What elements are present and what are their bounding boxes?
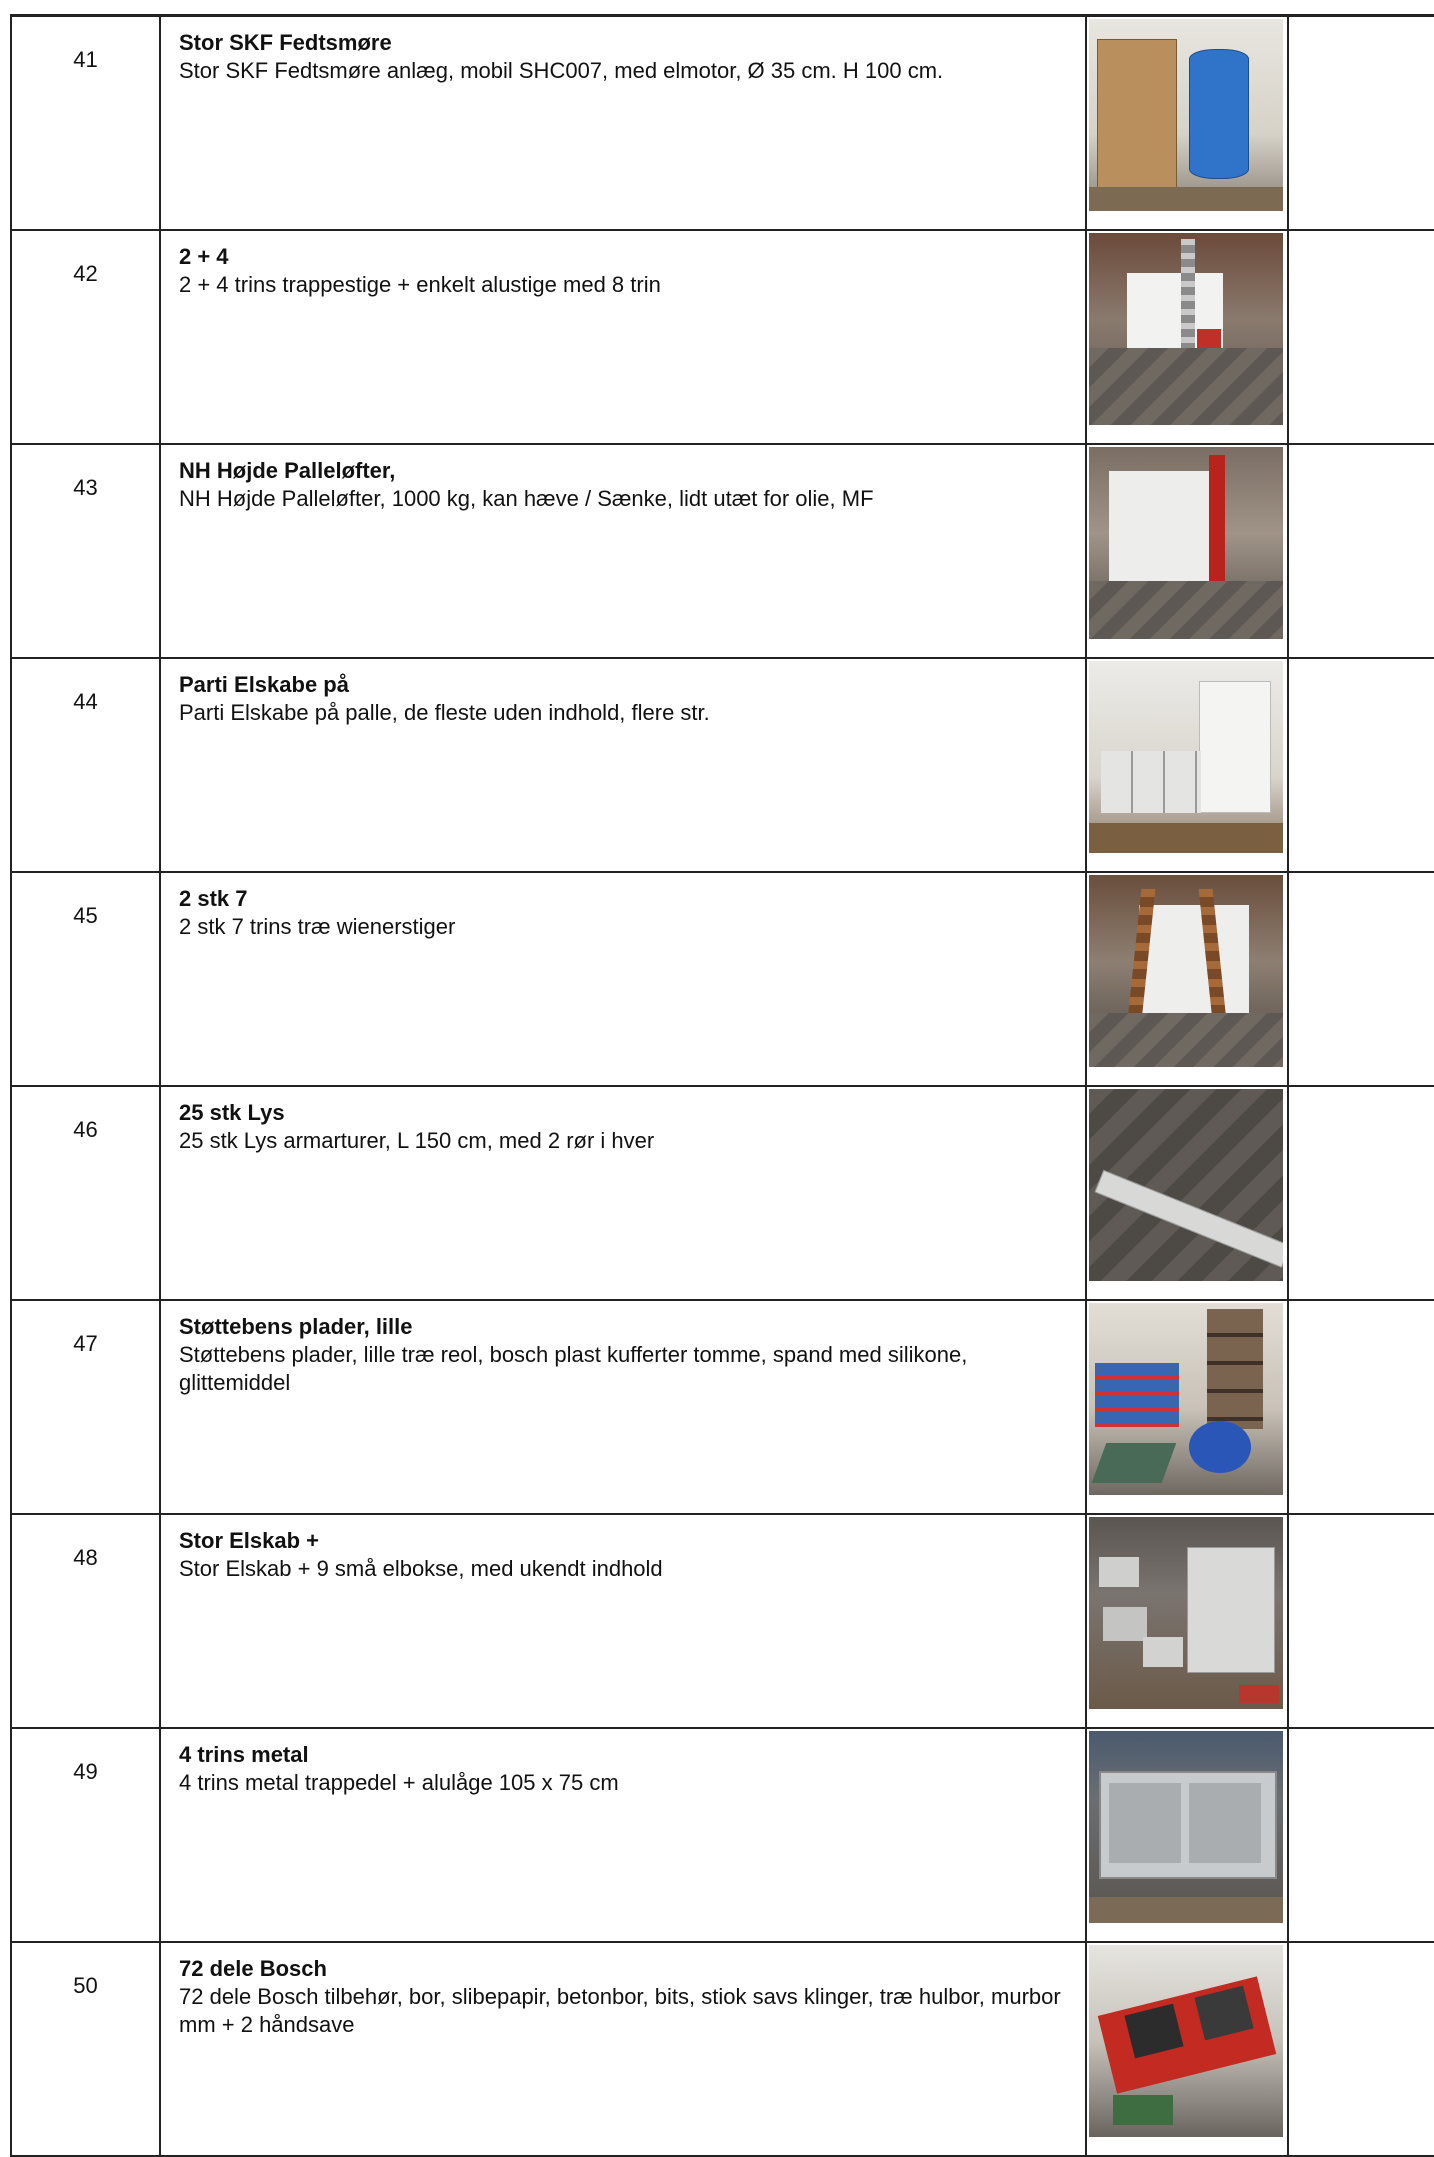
table-row (11, 444, 1434, 658)
table-row (11, 230, 1434, 444)
lot-extra-cell (1288, 1942, 1434, 2156)
lot-number-cell (11, 1300, 160, 1514)
lot-photo-cell (1086, 1942, 1288, 2156)
lot-extra-cell (1288, 1300, 1434, 1514)
lot-description-cell (160, 872, 1086, 1086)
table-row (11, 16, 1434, 231)
lot-title: Stor SKF Fedtsmøre (179, 30, 392, 55)
lot-number: 50 (73, 1973, 98, 1998)
lot-extra-cell (1288, 658, 1434, 872)
fedtsmoere-anlaeg-photo[interactable] (1089, 19, 1283, 211)
lot-number-cell (11, 444, 160, 658)
lot-description: 72 dele Bosch tilbehør, bor, slibepapir, betonbor, bits, stiok savs klinger, træ hulbor, murbor mm + 2 håndsave (179, 1984, 1061, 2037)
wienerstiger-photo[interactable] (1089, 875, 1283, 1067)
lot-photo-cell (1086, 1300, 1288, 1514)
lot-photo-cell (1086, 230, 1288, 444)
lot-photo-cell (1086, 444, 1288, 658)
lot-description: 2 stk 7 trins træ wienerstiger (179, 914, 456, 939)
table-row (11, 872, 1434, 1086)
lot-description: Parti Elskabe på palle, de fleste uden indhold, flere str. (179, 700, 710, 725)
table-row (11, 1300, 1434, 1514)
lot-number: 49 (73, 1759, 98, 1784)
lot-extra-cell (1288, 872, 1434, 1086)
lot-title: Støttebens plader, lille (179, 1314, 413, 1339)
lot-number: 48 (73, 1545, 98, 1570)
lot-extra-cell (1288, 16, 1434, 231)
lot-description: Stor SKF Fedtsmøre anlæg, mobil SHC007, med elmotor, Ø 35 cm. H 100 cm. (179, 58, 944, 83)
lot-description-cell (160, 1728, 1086, 1942)
table-row (11, 1942, 1434, 2156)
elskab-elbokse-photo[interactable] (1089, 1517, 1283, 1709)
lot-number: 43 (73, 475, 98, 500)
table-row (11, 1514, 1434, 1728)
lot-title: NH Højde Palleløfter, (179, 458, 396, 483)
trappedel-alulaage-photo[interactable] (1089, 1731, 1283, 1923)
lot-description: NH Højde Palleløfter, 1000 kg, kan hæve / Sænke, lidt utæt for olie, MF (179, 486, 874, 511)
lot-number: 42 (73, 261, 98, 286)
lot-number-cell (11, 1728, 160, 1942)
lot-extra-cell (1288, 1728, 1434, 1942)
lot-description-cell (160, 444, 1086, 658)
lot-description-cell (160, 1300, 1086, 1514)
lot-title: 2 + 4 (179, 244, 229, 269)
lot-number: 45 (73, 903, 98, 928)
lot-extra-cell (1288, 1514, 1434, 1728)
lot-number: 46 (73, 1117, 98, 1142)
lot-photo-cell (1086, 1514, 1288, 1728)
lot-number-cell (11, 1942, 160, 2156)
lot-number-cell (11, 16, 160, 231)
lot-number-cell (11, 872, 160, 1086)
lot-description-cell (160, 658, 1086, 872)
lot-description-cell (160, 16, 1086, 231)
lot-description: Stor Elskab + 9 små elbokse, med ukendt indhold (179, 1556, 663, 1581)
lot-extra-cell (1288, 230, 1434, 444)
lot-extra-cell (1288, 444, 1434, 658)
lot-photo-cell (1086, 1728, 1288, 1942)
lot-description: 4 trins metal trappedel + alulåge 105 x 75 cm (179, 1770, 619, 1795)
lot-description-cell (160, 230, 1086, 444)
stoettebens-plader-photo[interactable] (1089, 1303, 1283, 1495)
lot-description-cell (160, 1942, 1086, 2156)
palleloefter-photo[interactable] (1089, 447, 1283, 639)
lot-number: 41 (73, 47, 98, 72)
lot-number: 47 (73, 1331, 98, 1356)
lot-title: 72 dele Bosch (179, 1956, 327, 1981)
lot-number-cell (11, 658, 160, 872)
lot-description: Støttebens plader, lille træ reol, bosch plast kufferter tomme, spand med silikone, glittemiddel (179, 1342, 968, 1395)
trappestige-photo[interactable] (1089, 233, 1283, 425)
lot-photo-cell (1086, 16, 1288, 231)
lot-title: 2 stk 7 (179, 886, 248, 911)
lot-title: Stor Elskab + (179, 1528, 320, 1553)
lot-title: 25 stk Lys (179, 1100, 285, 1125)
lot-description: 25 stk Lys armarturer, L 150 cm, med 2 rør i hver (179, 1128, 655, 1153)
lot-number-cell (11, 1086, 160, 1300)
lot-photo-cell (1086, 1086, 1288, 1300)
lot-title: Parti Elskabe på (179, 672, 349, 697)
lot-description-cell (160, 1514, 1086, 1728)
lot-number-cell (11, 1514, 160, 1728)
lot-title: 4 trins metal (179, 1742, 309, 1767)
table-row (11, 658, 1434, 872)
lot-number-cell (11, 230, 160, 444)
lot-photo-cell (1086, 872, 1288, 1086)
lot-table (10, 14, 1434, 2157)
lot-photo-cell (1086, 658, 1288, 872)
bosch-tilbehoer-photo[interactable] (1089, 1945, 1283, 2137)
lot-description-cell (160, 1086, 1086, 1300)
lysarmaturer-photo[interactable] (1089, 1089, 1283, 1281)
elskabe-photo[interactable] (1089, 661, 1283, 853)
table-row (11, 1086, 1434, 1300)
lot-extra-cell (1288, 1086, 1434, 1300)
lot-description: 2 + 4 trins trappestige + enkelt alustige med 8 trin (179, 272, 661, 297)
lot-number: 44 (73, 689, 98, 714)
table-row (11, 1728, 1434, 1942)
